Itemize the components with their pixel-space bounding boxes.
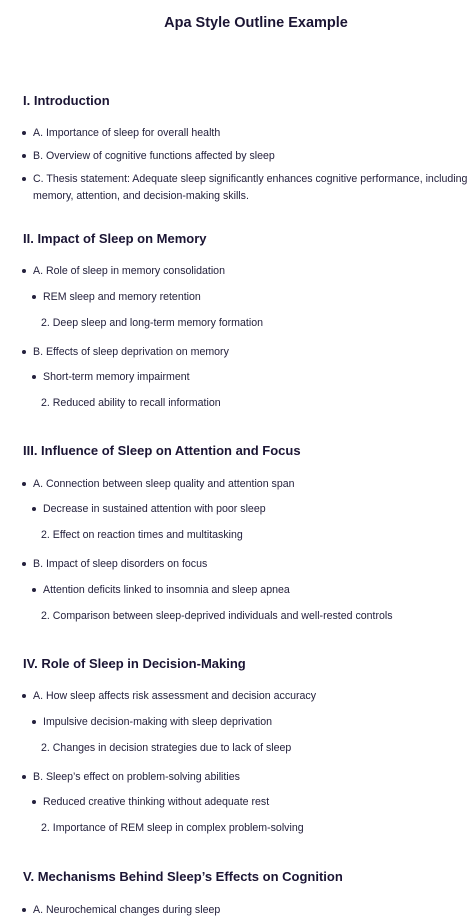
list-item: 2. Effect on reaction times and multitasking [41, 529, 243, 541]
list-item: 2. Importance of REM sleep in complex problem-solving [41, 822, 304, 834]
section-heading: V. Mechanisms Behind Sleep’s Effects on Cognition [23, 869, 343, 884]
section-heading: IV. Role of Sleep in Decision-Making [23, 656, 246, 671]
list-item: 2. Changes in decision strategies due to lack of sleep [41, 742, 292, 754]
page-title: Apa Style Outline Example [164, 15, 348, 31]
list-item: Reduced creative thinking without adequate rest [43, 793, 269, 811]
list-item: B. Sleep’s effect on problem-solving abilities [33, 768, 240, 786]
list-item: A. How sleep affects risk assessment and decision accuracy [33, 687, 316, 705]
list-item: Attention deficits linked to insomnia and sleep apnea [43, 581, 290, 599]
list-item: Decrease in sustained attention with poor sleep [43, 500, 266, 518]
list-item: REM sleep and memory retention [43, 288, 201, 306]
list-item: B. Overview of cognitive functions affected by sleep [33, 147, 275, 165]
list-item: A. Importance of sleep for overall health [33, 124, 220, 142]
list-item: A. Role of sleep in memory consolidation [33, 262, 225, 280]
list-item-continuation: memory, attention, and decision-making skills. [33, 190, 249, 202]
list-item: Impulsive decision-making with sleep deprivation [43, 713, 272, 731]
list-item: 2. Comparison between sleep-deprived individuals and well-rested controls [41, 610, 393, 622]
list-item: B. Impact of sleep disorders on focus [33, 555, 207, 573]
list-item: C. Thesis statement: Adequate sleep significantly enhances cognitive performance, including [33, 170, 467, 188]
list-item: A. Connection between sleep quality and attention span [33, 475, 295, 493]
list-item: 2. Reduced ability to recall information [41, 397, 221, 409]
list-item: 2. Deep sleep and long-term memory formation [41, 317, 263, 329]
list-item: B. Effects of sleep deprivation on memory [33, 343, 229, 361]
list-item: Short-term memory impairment [43, 368, 190, 386]
section-heading: I. Introduction [23, 93, 110, 108]
list-item: A. Neurochemical changes during sleep [33, 901, 220, 919]
section-heading: II. Impact of Sleep on Memory [23, 231, 207, 246]
section-heading: III. Influence of Sleep on Attention and Focus [23, 443, 301, 458]
